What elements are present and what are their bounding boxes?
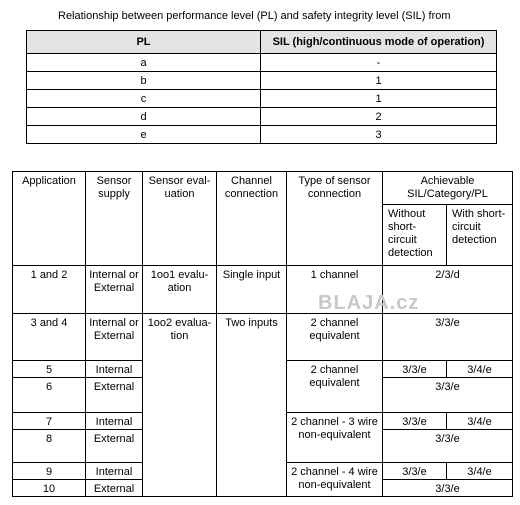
sensor-evaluation-cell: 1oo2 evalua-tion bbox=[143, 314, 217, 497]
application-cell: 6 bbox=[13, 378, 86, 413]
sil-cell: - bbox=[261, 54, 497, 72]
application-cell: 1 and 2 bbox=[13, 266, 86, 314]
header-without-short-circuit: Without short-circuit detection bbox=[383, 205, 447, 266]
table-row bbox=[27, 126, 497, 144]
table-caption: Relationship between performance level (PL) and safety integrity level (SIL) from bbox=[58, 10, 451, 22]
header-sil: SIL (high/continuous mode of operation) bbox=[261, 31, 497, 54]
channel-connection-cell: Two inputs bbox=[217, 314, 287, 497]
header-application: Application bbox=[13, 172, 86, 266]
application-cell: 8 bbox=[13, 430, 86, 463]
sensor-supply-cell: Internal bbox=[86, 413, 143, 430]
pl-cell: c bbox=[27, 90, 261, 108]
watermark: BLAJA.cz bbox=[318, 292, 420, 314]
achievable-cell: 3/3/e bbox=[383, 378, 513, 413]
pl-cell: b bbox=[27, 72, 261, 90]
header-sensor-supply: Sensor supply bbox=[86, 172, 143, 266]
table-row bbox=[27, 90, 497, 108]
channel-connection-cell: Single input bbox=[217, 266, 287, 314]
sensor-supply-cell: External bbox=[86, 430, 143, 463]
header-pl: PL bbox=[27, 31, 261, 54]
table-row bbox=[13, 266, 513, 314]
application-cell: 5 bbox=[13, 361, 86, 378]
achievable-cell: 2/3/d bbox=[383, 266, 513, 314]
sensor-supply-cell: Internal or External bbox=[86, 266, 143, 314]
sensor-supply-cell: Internal or External bbox=[86, 314, 143, 361]
application-cell: 3 and 4 bbox=[13, 314, 86, 361]
application-cell: 7 bbox=[13, 413, 86, 430]
application-cell: 10 bbox=[13, 480, 86, 497]
header-channel-connection: Channel connection bbox=[217, 172, 287, 266]
header-sensor-connection-type: Type of sensor connection bbox=[287, 172, 383, 266]
sensor-connection-cell: 2 channel - 4 wire non-equivalent bbox=[287, 463, 383, 497]
sensor-connection-cell: 2 channel equivalent bbox=[287, 314, 383, 361]
achievable-cell: 3/3/e bbox=[383, 314, 513, 361]
table-row bbox=[27, 72, 497, 90]
achievable-with-cell: 3/4/e bbox=[447, 361, 513, 378]
table-row bbox=[27, 54, 497, 72]
achievable-without-cell: 3/3/e bbox=[383, 463, 447, 480]
achievable-cell: 3/3/e bbox=[383, 430, 513, 463]
sensor-connection-cell: 2 channel equivalent bbox=[287, 361, 383, 413]
table-header-row bbox=[13, 172, 513, 205]
sensor-evaluation-cell: 1oo1 evalu-ation bbox=[143, 266, 217, 314]
achievable-with-cell: 3/4/e bbox=[447, 413, 513, 430]
sil-cell: 3 bbox=[261, 126, 497, 144]
pl-cell: d bbox=[27, 108, 261, 126]
pl-sil-table bbox=[26, 30, 497, 144]
sensor-supply-cell: Internal bbox=[86, 361, 143, 378]
sil-cell: 1 bbox=[261, 72, 497, 90]
application-cell: 9 bbox=[13, 463, 86, 480]
sensor-connection-cell: 1 channel bbox=[287, 266, 383, 314]
achievable-without-cell: 3/3/e bbox=[383, 361, 447, 378]
achievable-without-cell: 3/3/e bbox=[383, 413, 447, 430]
sensor-supply-cell: External bbox=[86, 480, 143, 497]
table-header-row bbox=[27, 31, 497, 54]
sensor-connection-cell: 2 channel - 3 wire non-equivalent bbox=[287, 413, 383, 463]
header-sensor-evaluation: Sensor eval-uation bbox=[143, 172, 217, 266]
pl-cell: a bbox=[27, 54, 261, 72]
sil-cell: 1 bbox=[261, 90, 497, 108]
table-row bbox=[27, 108, 497, 126]
sil-cell: 2 bbox=[261, 108, 497, 126]
sensor-supply-cell: External bbox=[86, 378, 143, 413]
header-achievable: Achievable SIL/Category/PL bbox=[383, 172, 513, 205]
achievable-with-cell: 3/4/e bbox=[447, 463, 513, 480]
achievable-cell: 3/3/e bbox=[383, 480, 513, 497]
header-with-short-circuit: With short-circuit detection bbox=[447, 205, 513, 266]
sensor-supply-cell: Internal bbox=[86, 463, 143, 480]
pl-cell: e bbox=[27, 126, 261, 144]
table-row bbox=[13, 314, 513, 361]
application-table bbox=[12, 171, 513, 497]
